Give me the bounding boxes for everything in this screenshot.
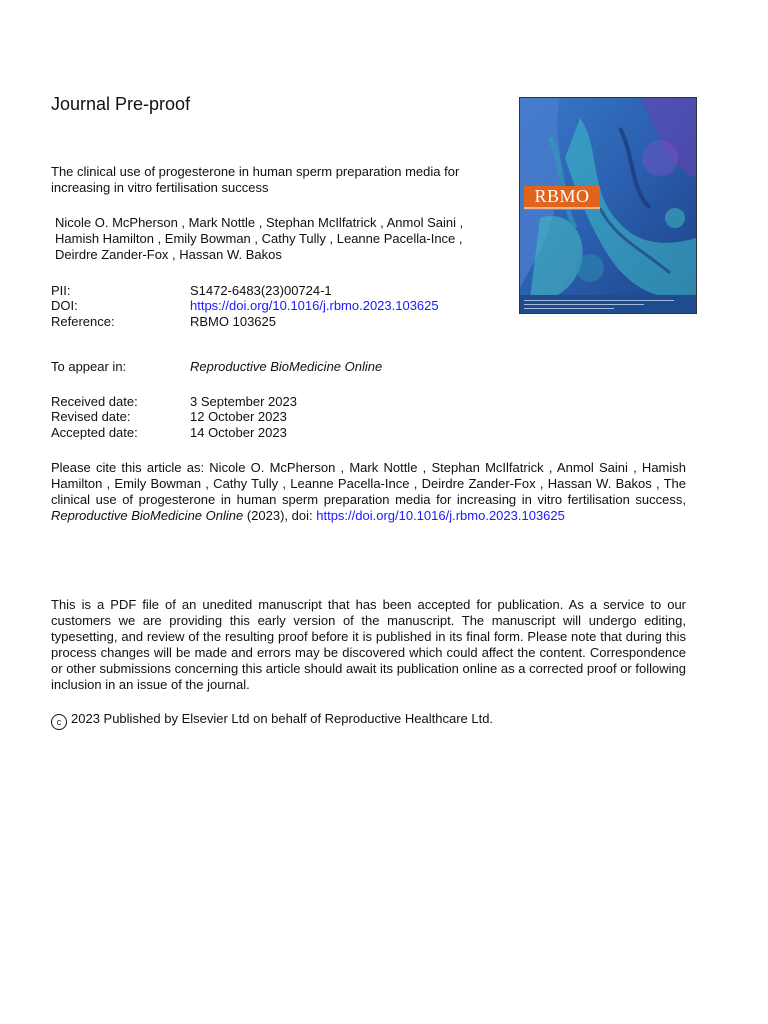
- citation-year-doi: (2023), doi:: [246, 508, 313, 523]
- citation-doi-link[interactable]: https://doi.org/10.1016/j.rbmo.2023.103625: [316, 508, 565, 523]
- cover-footer-band: [520, 295, 696, 313]
- appear-in-label: To appear in:: [51, 359, 127, 374]
- reference-label: Reference:: [51, 314, 115, 329]
- journal-cover-image: [519, 97, 697, 314]
- received-date-label: Received date:: [51, 394, 138, 409]
- manuscript-notice: This is a PDF file of an unedited manuscript that has been accepted for publication. As a service to our customers we are providing this early version of the manuscript. The manuscript will undergo editing, typesetting, and review of the resulting proof before it is published in its final form. Please note that during this process changes will be made and errors may be discovered which could affect the content. Correspondence or other submissions concerning this article should await its publication online as a corrected proof or following inclusion in an issue of the journal.: [51, 597, 686, 692]
- reference-value: RBMO 103625: [190, 314, 276, 329]
- citation-text: Please cite this article as: Nicole O. McPherson , Mark Nottle , Stephan McIlfatrick , Anmol Saini , Hamish Hamilton , Emily Bowman , Cathy Tully , Leanne Pacella-Ince , Deirdre Zander-Fox , Hassan W. Bakos , The clinical use of progesterone in human sperm preparation media for increasing in vitro fertilisation success,: [51, 460, 686, 507]
- journal-name: Reproductive BioMedicine Online: [190, 359, 383, 374]
- accepted-date-label: Accepted date:: [51, 425, 138, 440]
- doi-link[interactable]: https://doi.org/10.1016/j.rbmo.2023.103625: [190, 298, 439, 313]
- doi-label: DOI:: [51, 298, 78, 313]
- pii-value: S1472-6483(23)00724-1: [190, 283, 332, 298]
- article-title: The clinical use of progesterone in human sperm preparation media for increasing in vitro fertilisation success: [51, 164, 460, 195]
- rbmo-logo-text: RBMO: [534, 186, 590, 206]
- copyright-line: [51, 711, 493, 730]
- author-list: Nicole O. McPherson , Mark Nottle , Stephan McIlfatrick , Anmol Saini , Hamish Hamilton , Emily Bowman , Cathy Tully , Leanne Pacella-Ince , Deirdre Zander-Fox , Hassan W. Bakos: [55, 215, 464, 262]
- revised-date-value: 12 October 2023: [190, 409, 287, 424]
- page-header-title: Journal Pre-proof: [51, 94, 191, 114]
- copyright-icon: c: [51, 714, 67, 730]
- rbmo-logo: [524, 186, 600, 210]
- citation-journal: Reproductive BioMedicine Online: [51, 508, 244, 523]
- revised-date-label: Revised date:: [51, 409, 131, 424]
- received-date-value: 3 September 2023: [190, 394, 297, 409]
- copyright-text: 2023 Published by Elsevier Ltd on behalf of Reproductive Healthcare Ltd.: [71, 711, 494, 726]
- pii-label: PII:: [51, 283, 71, 298]
- accepted-date-value: 14 October 2023: [190, 425, 287, 440]
- citation-paragraph: [51, 460, 686, 524]
